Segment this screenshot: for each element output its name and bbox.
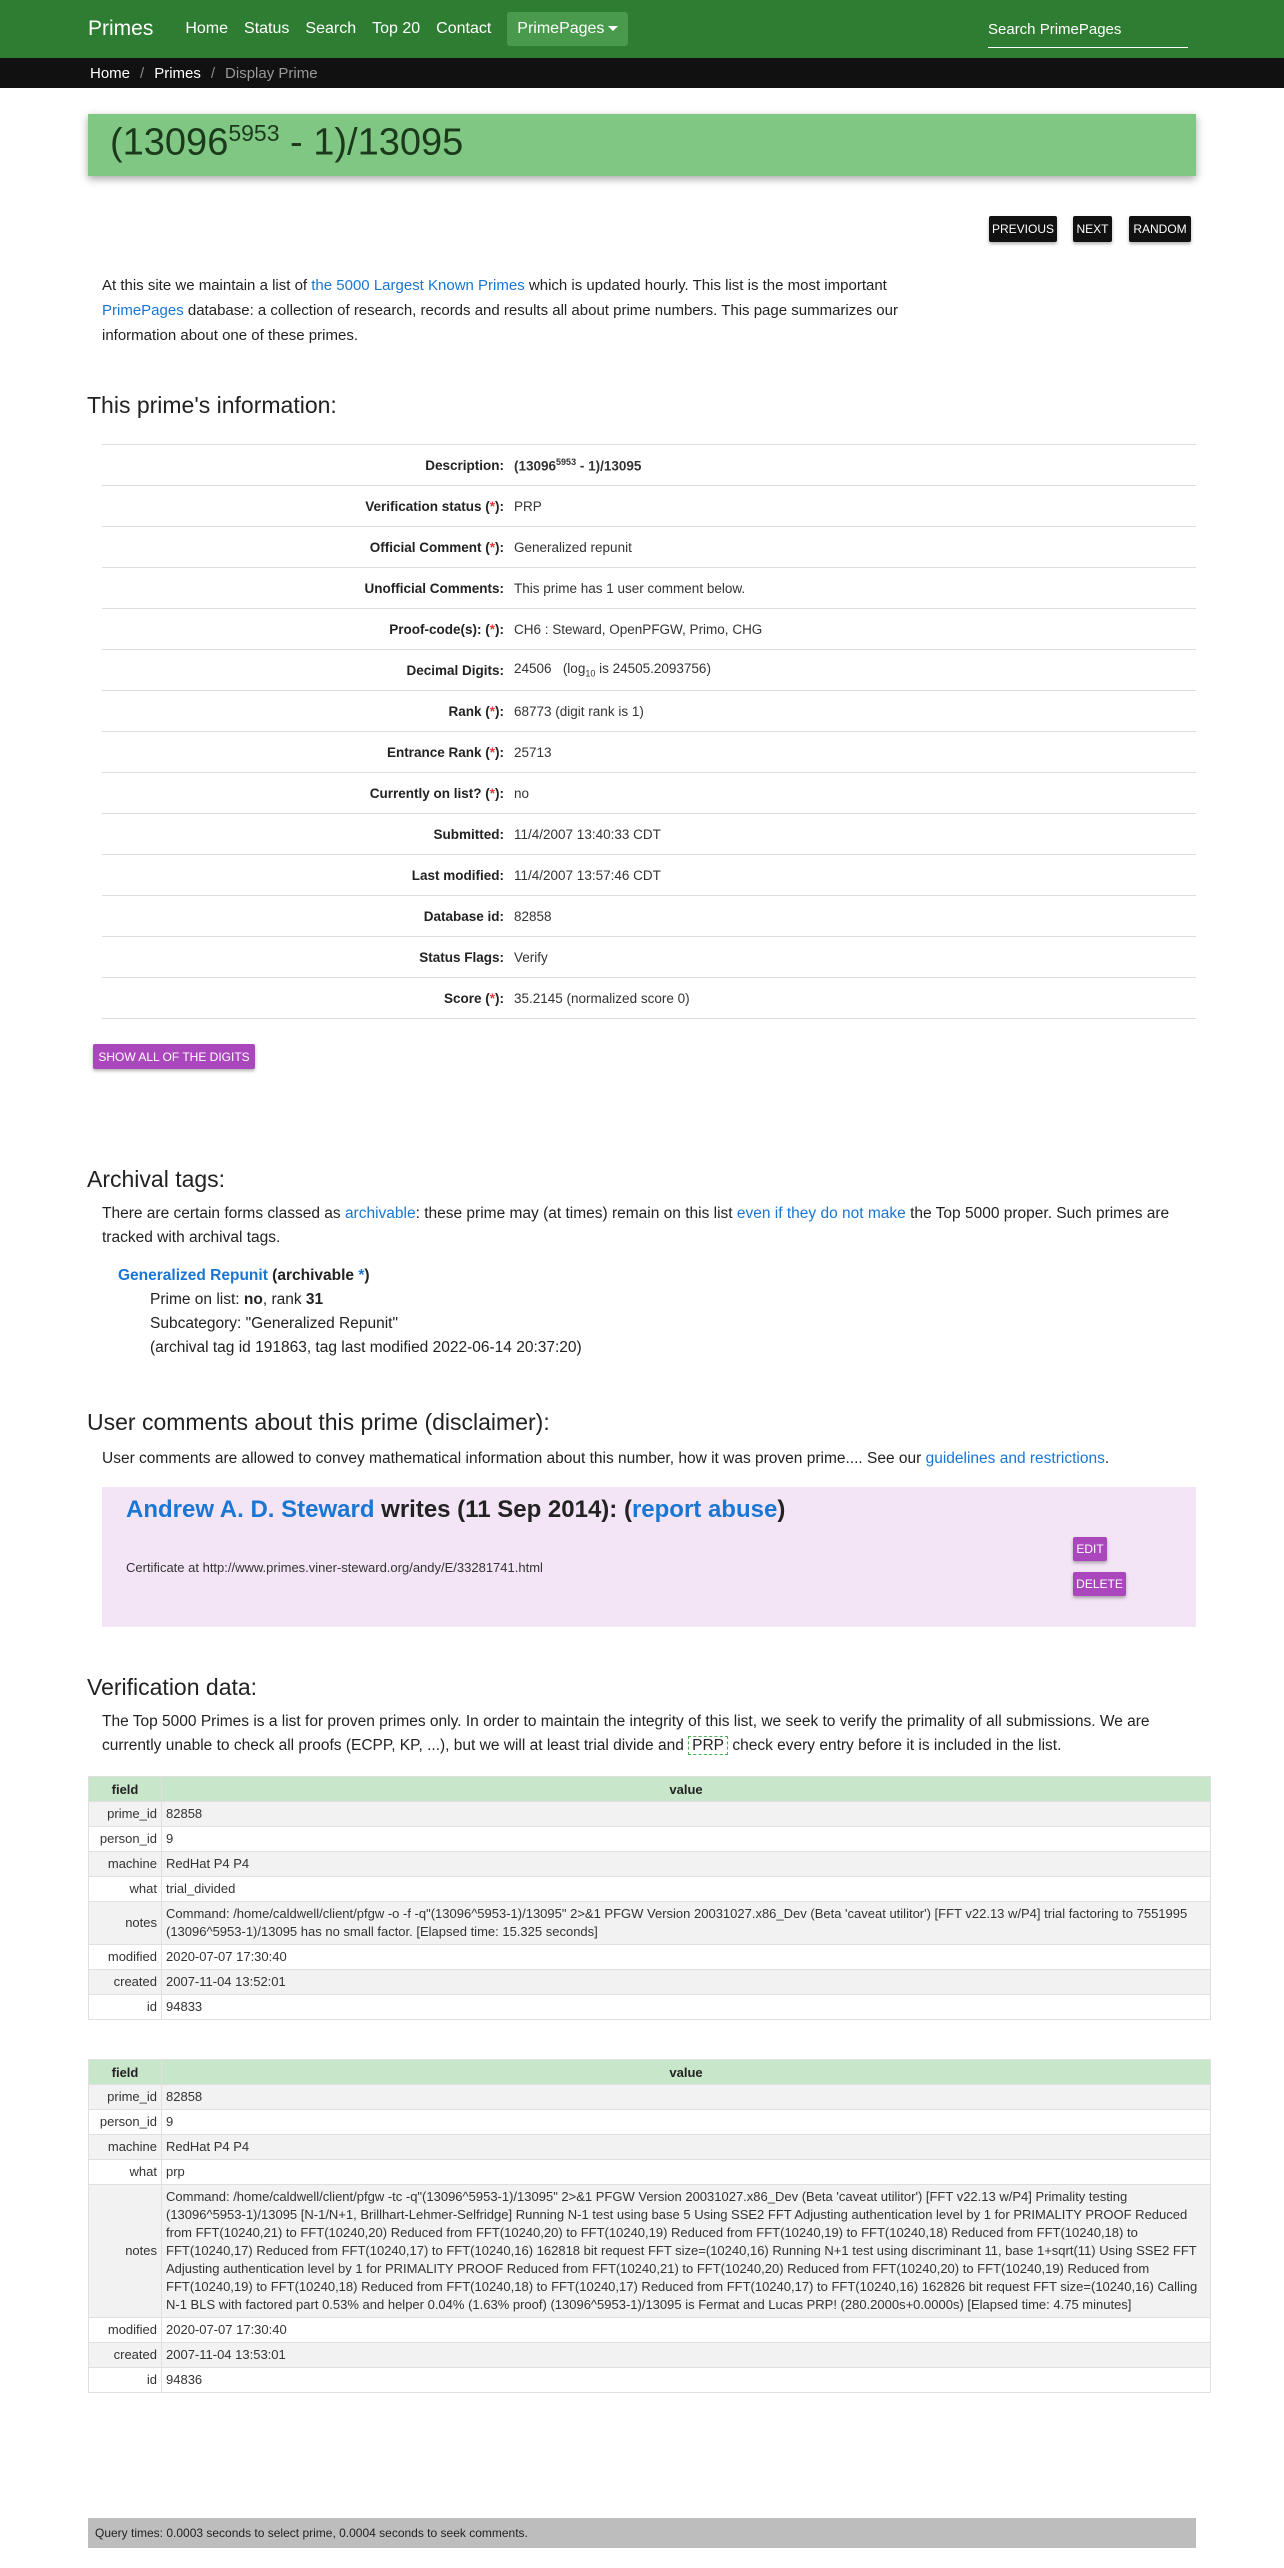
info-label-text: Verification status xyxy=(365,498,482,514)
comment-header xyxy=(126,1496,785,1524)
comments-heading-text: User comments about this prime ( xyxy=(87,1409,433,1435)
search-input[interactable]: Search PrimePages xyxy=(988,16,1188,48)
table-row xyxy=(89,2318,1211,2343)
archivable-star-link[interactable]: * xyxy=(358,1267,365,1284)
previous-button[interactable]: PREVIOUS xyxy=(989,216,1057,242)
nav-link-contact[interactable]: Contact xyxy=(436,20,492,37)
value-cell: RedHat P4 P4 xyxy=(162,2135,1211,2160)
value-cell: 2020-07-07 17:30:40 xyxy=(162,2318,1211,2343)
value-cell: trial_divided xyxy=(162,1877,1211,1902)
verification-text: The Top 5000 Primes is a list for proven primes only. In order to maintain the integrity of this list, we seek to verify the primality of all submissions. We are currently unable to check all proofs (ECPP, KP, ...), but we will at least trial divide and xyxy=(102,1713,1150,1754)
info-value: Verify xyxy=(514,949,548,965)
required-marker-link[interactable]: * xyxy=(489,539,495,555)
info-value: 35.2145 (normalized score 0) xyxy=(514,990,690,1006)
report-abuse-link[interactable]: report abuse xyxy=(631,1496,778,1523)
info-label: Official Comment (*): xyxy=(369,539,504,555)
info-row-unofficial-comments xyxy=(102,568,1196,609)
info-label: Currently on list? (*): xyxy=(369,785,504,801)
value-cell: 82858 xyxy=(162,1802,1211,1827)
field-cell: created xyxy=(89,2343,162,2368)
intro-text: which is updated hourly. This list is the most important xyxy=(524,277,887,294)
archivable-link[interactable]: archivable xyxy=(344,1205,416,1222)
title-rest: - 1)/13095 xyxy=(279,121,464,164)
info-label: Proof-code(s): (*): xyxy=(389,621,504,637)
description-link[interactable] xyxy=(514,457,641,474)
info-label-text: Official Comment xyxy=(369,539,482,555)
field-cell: id xyxy=(89,1995,162,2020)
intro-text: database: a collection of research, records and results all about prime numbers. This page summarizes our information about one of these primes. xyxy=(102,302,898,344)
disclaimer-link[interactable]: disclaimer xyxy=(432,1409,536,1435)
archival-tag-info: (archival tag id 191863, tag last modified 2022-06-14 20:37:20) xyxy=(150,1339,582,1356)
info-row-verification xyxy=(102,486,1196,527)
info-row-submitted xyxy=(102,814,1196,855)
field-cell: person_id xyxy=(89,1827,162,1852)
generalized-repunit-link[interactable]: Generalized Repunit xyxy=(118,1267,268,1284)
info-table xyxy=(102,444,1196,1019)
archival-text: There are certain forms classed as xyxy=(102,1205,345,1222)
table-row xyxy=(89,2160,1211,2185)
info-label: Rank (*): xyxy=(448,703,504,719)
rank-value: 31 xyxy=(305,1291,324,1308)
value-cell: 82858 xyxy=(162,2085,1211,2110)
subcategory-line: Subcategory: "Generalized Repunit" xyxy=(150,1315,398,1332)
digits-value: 24506 xyxy=(514,661,552,677)
table-row xyxy=(89,1852,1211,1877)
table-row xyxy=(89,1802,1211,1827)
table-row xyxy=(89,2110,1211,2135)
info-row-official-comment xyxy=(102,527,1196,568)
required-marker-link[interactable]: * xyxy=(489,498,495,514)
info-value: CH6 : Steward, OpenPFGW, Primo, CHG xyxy=(514,621,763,637)
table-row xyxy=(89,1970,1211,1995)
table-header-row xyxy=(89,2060,1211,2085)
info-value: 25713 xyxy=(514,744,552,760)
page-title xyxy=(110,120,463,165)
info-value: 11/4/2007 13:40:33 CDT xyxy=(514,826,661,842)
info-row-rank xyxy=(102,691,1196,732)
nav-link-top20[interactable]: Top 20 xyxy=(372,20,421,37)
field-cell: notes xyxy=(89,2185,162,2318)
info-label: Score (*): xyxy=(443,990,504,1006)
required-marker-link[interactable]: * xyxy=(489,621,495,637)
info-row-score xyxy=(102,978,1196,1019)
intro-text: At this site we maintain a list of xyxy=(102,277,312,294)
info-label: Status Flags: xyxy=(419,949,504,965)
info-label-text: Currently on list? xyxy=(369,785,482,801)
comment-body: Certificate at http://www.primes.viner-steward.org/andy/E/33281741.html xyxy=(126,1560,543,1575)
info-value: no xyxy=(514,785,530,801)
prp-link[interactable]: PRP xyxy=(688,1736,728,1755)
archival-heading: Archival tags: xyxy=(87,1166,226,1192)
table-row xyxy=(89,2185,1211,2318)
info-label-text: Score xyxy=(443,990,482,1006)
value-cell: RedHat P4 P4 xyxy=(162,1852,1211,1877)
comment-author-link[interactable]: Andrew A. D. Steward xyxy=(126,1496,375,1523)
value-cell: Command: /home/caldwell/client/pfgw -tc -q"(13096^5953-1)/13095" 2>&1 PFGW Version 20031027.x86_Dev (Beta 'caveat utilitor') [FFT v22.13 w/P4] Primality testing (13096^5953-1)/13095 [N-1/N+1, Brillhart-Lehmer-Selfridge] Running N-1 test using base 5 Using SSE2 FFT Adjusting authentication level by 1 for PRIMALITY PROOF Reduced from FFT(10240,21) to FFT(10240,20) Reduced from FFT(10240,20) to FFT(10240,19) Reduced from FFT(10240,19) to FFT(10240,18) Reduced from FFT(10240,18) to FFT(10240,17) Reduced from FFT(10240,17) to FFT(10240,16) 162818 bit request FFT size=(10240,16) Running N+1 test using discriminant 11, base 1+sqrt(11) Using SSE2 FFT Adjusting authentication level by 1 for PRIMALITY PROOF Reduced from FFT(10240,21) to FFT(10240,20) Reduced from FFT(10240,20) to FFT(10240,19) Reduced from FFT(10240,19) to FFT(10240,18) Reduced from FFT(10240,18) to FFT(10240,17) Reduced from FFT(10240,17) to FFT(10240,16) 162826 bit request FFT size=(10240,16) Calling N-1 BLS with factored part 0.53% and helper 0.04% (1.63% proof) (13096^5953-1)/13095 is Fermat and Lucas PRP! (280.2000s+0.0000s) [Elapsed time: 4.75 minutes] xyxy=(162,2185,1211,2318)
required-marker-link[interactable]: * xyxy=(489,703,495,719)
query-times-footer: Query times: 0.0003 seconds to select prime, 0.0004 seconds to seek comments. xyxy=(88,2518,1196,2548)
breadcrumb-primes[interactable]: Primes xyxy=(154,64,201,82)
archival-paragraph xyxy=(102,1202,1192,1250)
even-if-link[interactable]: even if they do not make xyxy=(736,1205,906,1222)
table-header-row xyxy=(89,1777,1211,1802)
column-header-field: field xyxy=(89,2060,162,2085)
info-row-on-list xyxy=(102,773,1196,814)
value-cell: 2007-11-04 13:53:01 xyxy=(162,2343,1211,2368)
verification-table-1 xyxy=(88,1776,1211,2020)
desc-exponent: 5953 xyxy=(556,456,577,467)
column-header-field: field xyxy=(89,1777,162,1802)
log-text: is 24505.2093756) xyxy=(595,661,711,677)
value-cell: 94833 xyxy=(162,1995,1211,2020)
info-value: PRP xyxy=(514,498,542,514)
archivable-label-close: ) xyxy=(364,1267,370,1284)
archival-text: the Top 5000 proper. Such primes are tracked with archival tags. xyxy=(102,1205,1170,1246)
intro-paragraph xyxy=(102,273,932,348)
archivable-label: (archivable xyxy=(267,1267,359,1284)
table-row xyxy=(89,2085,1211,2110)
comments-heading-text: ): xyxy=(535,1409,550,1435)
info-label-text: Proof-code(s): xyxy=(389,621,482,637)
table-row xyxy=(89,2368,1211,2393)
largest-primes-link[interactable]: the 5000 Largest Known Primes xyxy=(311,277,525,294)
info-label: Unofficial Comments: xyxy=(364,580,504,596)
comment-header-close: ) xyxy=(777,1496,786,1523)
info-label: Verification status (*): xyxy=(365,498,504,514)
field-cell: machine xyxy=(89,1852,162,1877)
desc-base: (13096 xyxy=(514,458,557,474)
show-all-digits-button[interactable]: SHOW ALL OF THE DIGITS xyxy=(93,1044,255,1069)
top-navbar xyxy=(0,0,1284,58)
field-cell: modified xyxy=(89,1945,162,1970)
caret-down-icon xyxy=(608,26,618,31)
log-text: (log xyxy=(562,661,586,677)
primepages-dropdown-label: PrimePages xyxy=(517,20,605,37)
info-value: This prime has 1 user comment below. xyxy=(514,580,746,596)
breadcrumb xyxy=(0,58,1284,88)
nav-link-status[interactable]: Status xyxy=(244,20,290,37)
value-cell: prp xyxy=(162,2160,1211,2185)
delete-button[interactable]: DELETE xyxy=(1073,1572,1126,1596)
info-value: Generalized repunit xyxy=(514,539,632,555)
rank-label: , rank xyxy=(262,1291,306,1308)
edit-button[interactable]: EDIT xyxy=(1073,1537,1107,1561)
table-row xyxy=(89,1995,1211,2020)
nav-link-search[interactable]: Search xyxy=(305,20,357,37)
info-heading: This prime's information: xyxy=(87,392,337,418)
table-row xyxy=(89,1902,1211,1945)
title-exponent: 5953 xyxy=(228,120,280,146)
nav-link-home[interactable]: Home xyxy=(185,20,229,37)
page-title-box xyxy=(88,114,1196,176)
required-marker-link[interactable]: * xyxy=(489,785,495,801)
info-row-proof-codes xyxy=(102,609,1196,650)
comments-text: . xyxy=(1104,1450,1110,1467)
info-row-decimal-digits xyxy=(102,650,1196,691)
info-label: Entrance Rank (*): xyxy=(386,744,504,760)
field-cell: prime_id xyxy=(89,1802,162,1827)
value-cell: 9 xyxy=(162,2110,1211,2135)
archival-tag-line xyxy=(118,1264,582,1288)
field-cell: notes xyxy=(89,1902,162,1945)
primepages-dropdown[interactable] xyxy=(507,12,628,46)
info-value: 82858 xyxy=(514,908,552,924)
field-cell: machine xyxy=(89,2135,162,2160)
field-cell: created xyxy=(89,1970,162,1995)
table-row xyxy=(89,1877,1211,1902)
info-row-description xyxy=(102,445,1196,486)
info-label: Database id: xyxy=(423,908,504,924)
column-header-value: value xyxy=(162,1777,1211,1802)
comment-writes: writes (11 Sep 2014): ( xyxy=(374,1496,632,1523)
info-label: Last modified: xyxy=(411,867,504,883)
primepages-link[interactable]: PrimePages xyxy=(102,302,184,319)
guidelines-link[interactable]: guidelines and restrictions xyxy=(925,1450,1105,1467)
table-row xyxy=(89,2135,1211,2160)
value-cell: 94836 xyxy=(162,2368,1211,2393)
comments-text: User comments are allowed to convey mathematical information about this number, how it was proven prime.... See our xyxy=(102,1450,926,1467)
log-subscript: 10 xyxy=(585,668,596,679)
breadcrumb-home[interactable]: Home xyxy=(90,64,131,82)
breadcrumb-active: Display Prime xyxy=(225,64,318,82)
field-cell: id xyxy=(89,2368,162,2393)
field-cell: modified xyxy=(89,2318,162,2343)
field-cell: what xyxy=(89,1877,162,1902)
info-label-text: Rank xyxy=(448,703,482,719)
info-value: 11/4/2007 13:57:46 CDT xyxy=(514,867,661,883)
table-row xyxy=(89,1827,1211,1852)
archival-text: : these prime may (at times) remain on this list xyxy=(415,1205,737,1222)
info-row-status-flags xyxy=(102,937,1196,978)
value-cell: 2007-11-04 13:52:01 xyxy=(162,1970,1211,1995)
value-cell: Command: /home/caldwell/client/pfgw -o -f -q"(13096^5953-1)/13095" 2>&1 PFGW Version 20031027.x86_Dev (Beta 'caveat utilitor') [FFT v22.13 w/P4] trial factoring to 7551995 (13096^5953-1)/13095 has no small factor. [Elapsed time: 15.325 seconds] xyxy=(162,1902,1211,1945)
breadcrumb-separator: / xyxy=(140,64,145,82)
info-value: 68773 (digit rank is 1) xyxy=(514,703,644,719)
verification-table-2 xyxy=(88,2059,1211,2393)
info-row-entrance-rank xyxy=(102,732,1196,773)
required-marker-link[interactable]: * xyxy=(489,990,495,1006)
title-base: (13096 xyxy=(110,121,229,164)
on-list-value: no xyxy=(243,1291,263,1308)
brand-link[interactable]: Primes xyxy=(88,17,154,40)
info-value xyxy=(514,661,711,679)
comments-paragraph xyxy=(102,1447,1192,1471)
info-label: Submitted: xyxy=(433,826,504,842)
comments-heading xyxy=(87,1409,550,1436)
info-label: Decimal Digits: xyxy=(406,662,504,678)
field-cell: what xyxy=(89,2160,162,2185)
user-comment-card xyxy=(102,1487,1196,1627)
info-row-last-modified xyxy=(102,855,1196,896)
field-cell: prime_id xyxy=(89,2085,162,2110)
required-marker-link[interactable]: * xyxy=(489,744,495,760)
verification-text: check every entry before it is included in the list. xyxy=(728,1737,1062,1754)
next-button[interactable]: NEXT xyxy=(1073,216,1112,242)
on-list-label: Prime on list: xyxy=(150,1291,244,1308)
desc-rest: - 1)/13095 xyxy=(576,458,642,474)
field-cell: person_id xyxy=(89,2110,162,2135)
verification-heading: Verification data: xyxy=(87,1674,258,1700)
column-header-value: value xyxy=(162,2060,1211,2085)
prime-on-list-line xyxy=(118,1288,582,1312)
info-label: Description: xyxy=(425,457,504,473)
info-label-text: Entrance Rank xyxy=(386,744,482,760)
archival-tag-block xyxy=(118,1264,582,1360)
random-button[interactable]: RANDOM xyxy=(1129,216,1191,242)
table-row xyxy=(89,1945,1211,1970)
table-row xyxy=(89,2343,1211,2368)
value-cell: 9 xyxy=(162,1827,1211,1852)
value-cell: 2020-07-07 17:30:40 xyxy=(162,1945,1211,1970)
breadcrumb-separator: / xyxy=(210,64,216,82)
verification-paragraph xyxy=(102,1710,1192,1758)
info-row-database-id xyxy=(102,896,1196,937)
